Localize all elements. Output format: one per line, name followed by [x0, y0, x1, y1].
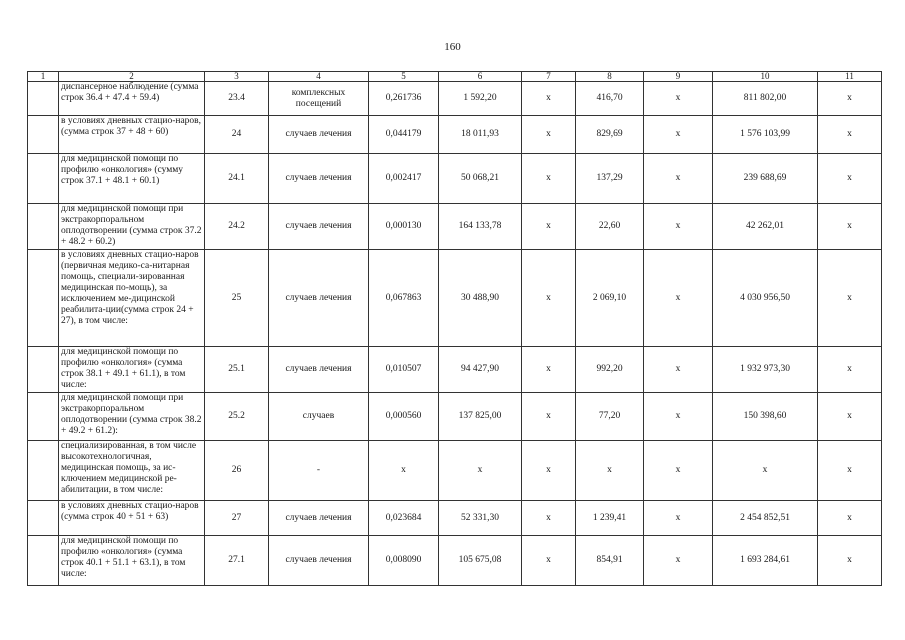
table-cell-col-5: 0,008090	[369, 536, 439, 586]
table-cell-col-10: 4 030 956,50	[713, 250, 818, 347]
table-cell-col-6: 164 133,78	[439, 204, 522, 250]
table-cell-col-6: 30 488,90	[439, 250, 522, 347]
table-cell-col-11: х	[818, 536, 882, 586]
table-cell-col-3: 25	[205, 250, 269, 347]
table-cell-col-7: х	[522, 441, 576, 501]
table-cell-col-1	[28, 250, 59, 347]
table-cell-col-10: 1 576 103,99	[713, 116, 818, 154]
table-cell-col-8: 137,29	[576, 154, 644, 204]
table-cell-col-4: случаев лечения	[269, 116, 369, 154]
table-cell-col-4: случаев лечения	[269, 536, 369, 586]
table-cell-col-11: х	[818, 393, 882, 441]
table-cell-col-3: 25.2	[205, 393, 269, 441]
table-cell-col-6: 1 592,20	[439, 82, 522, 116]
table-cell-col-10: 811 802,00	[713, 82, 818, 116]
table-cell-col-2: для медицинской помощи по профилю «онкология» (сумму строк 37.1 + 48.1 + 60.1)	[59, 154, 205, 204]
table-cell-col-1	[28, 441, 59, 501]
table-cell-col-2: в условиях дневных стацио-наров, (сумма строк 37 + 48 + 60)	[59, 116, 205, 154]
table-cell-col-2: для медицинской помощи при экстракорпоральном оплодотворении (сумма строк 38.2 + 49.2 + 61.2):	[59, 393, 205, 441]
column-header: 7	[522, 72, 576, 82]
column-header: 10	[713, 72, 818, 82]
table-cell-col-9: х	[644, 82, 713, 116]
table-cell-col-5: 0,261736	[369, 82, 439, 116]
table-cell-col-7: х	[522, 116, 576, 154]
table-cell-col-1	[28, 347, 59, 393]
table-cell-col-1	[28, 536, 59, 586]
table-cell-col-10: 2 454 852,51	[713, 501, 818, 536]
table-row	[28, 501, 882, 536]
table-cell-col-4: случаев лечения	[269, 501, 369, 536]
page-number: 160	[444, 41, 461, 53]
table-cell-col-4: случаев	[269, 393, 369, 441]
table-cell-col-2: для медицинской помощи по профилю «онкология» (сумма строк 40.1 + 51.1 + 63.1), в том числе:	[59, 536, 205, 586]
table-cell-col-5: х	[369, 441, 439, 501]
table-cell-col-3: 27	[205, 501, 269, 536]
table-cell-col-5: 0,000560	[369, 393, 439, 441]
table-cell-col-11: х	[818, 82, 882, 116]
table-cell-col-9: х	[644, 250, 713, 347]
column-header: 4	[269, 72, 369, 82]
table-cell-col-11: х	[818, 154, 882, 204]
table-row	[28, 116, 882, 154]
table-cell-col-11: х	[818, 116, 882, 154]
table-cell-col-7: х	[522, 204, 576, 250]
header-row	[28, 72, 882, 82]
table-cell-col-6: 18 011,93	[439, 116, 522, 154]
table-cell-col-1	[28, 116, 59, 154]
table-row	[28, 204, 882, 250]
table-cell-col-4: случаев лечения	[269, 204, 369, 250]
table-cell-col-8: 992,20	[576, 347, 644, 393]
table-cell-col-8: 2 069,10	[576, 250, 644, 347]
table-cell-col-4: случаев лечения	[269, 154, 369, 204]
table-row	[28, 441, 882, 501]
table-cell-col-10: х	[713, 441, 818, 501]
table-row	[28, 536, 882, 586]
column-header: 2	[59, 72, 205, 82]
table-cell-col-10: 150 398,60	[713, 393, 818, 441]
table-cell-col-8: 22,60	[576, 204, 644, 250]
table-cell-col-9: х	[644, 347, 713, 393]
table-cell-col-7: х	[522, 393, 576, 441]
table-cell-col-3: 25.1	[205, 347, 269, 393]
table-cell-col-4: комплексных посещений	[269, 82, 369, 116]
table-cell-col-3: 24.2	[205, 204, 269, 250]
table-cell-col-4: -	[269, 441, 369, 501]
table-cell-col-7: х	[522, 82, 576, 116]
table-cell-col-1	[28, 82, 59, 116]
data-table	[27, 71, 882, 586]
table-cell-col-1	[28, 204, 59, 250]
table-cell-col-2: специализированная, в том числе высокотехнологичная, медицинская помощь, за ис-ключением медицинской ре-абилитации, в том числе:	[59, 441, 205, 501]
table-cell-col-6: 137 825,00	[439, 393, 522, 441]
table-cell-col-2: диспансерное наблюдение (сумма строк 36.4 + 47.4 + 59.4)	[59, 82, 205, 116]
table-cell-col-11: х	[818, 250, 882, 347]
table-cell-col-3: 27.1	[205, 536, 269, 586]
table-cell-col-7: х	[522, 347, 576, 393]
column-header: 1	[28, 72, 59, 82]
table-cell-col-3: 24.1	[205, 154, 269, 204]
table-cell-col-8: х	[576, 441, 644, 501]
column-header: 3	[205, 72, 269, 82]
column-header: 9	[644, 72, 713, 82]
table-cell-col-9: х	[644, 116, 713, 154]
table-cell-col-4: случаев лечения	[269, 250, 369, 347]
table-cell-col-11: х	[818, 501, 882, 536]
table-cell-col-11: х	[818, 347, 882, 393]
table-cell-col-5: 0,023684	[369, 501, 439, 536]
table-cell-col-5: 0,000130	[369, 204, 439, 250]
table-cell-col-10: 1 693 284,61	[713, 536, 818, 586]
table-cell-col-9: х	[644, 204, 713, 250]
table-cell-col-5: 0,044179	[369, 116, 439, 154]
column-header: 5	[369, 72, 439, 82]
column-header: 11	[818, 72, 882, 82]
table-cell-col-2: в условиях дневных стацио-наров (сумма строк 40 + 51 + 63)	[59, 501, 205, 536]
table-cell-col-10: 1 932 973,30	[713, 347, 818, 393]
table-cell-col-1	[28, 501, 59, 536]
table-row	[28, 347, 882, 393]
table-cell-col-5: 0,002417	[369, 154, 439, 204]
table-cell-col-11: х	[818, 441, 882, 501]
table-cell-col-8: 416,70	[576, 82, 644, 116]
table-cell-col-4: случаев лечения	[269, 347, 369, 393]
table-cell-col-2: в условиях дневных стацио-наров (первичная медико-са-нитарная помощь, специали-зированная медицинская по-мощь), за исключением ме-дицинской реабилита-ции(сумма строк 24 + 27), в том числе:	[59, 250, 205, 347]
table-cell-col-8: 1 239,41	[576, 501, 644, 536]
table-cell-col-10: 239 688,69	[713, 154, 818, 204]
table-cell-col-3: 23.4	[205, 82, 269, 116]
table-cell-col-9: х	[644, 441, 713, 501]
table-cell-col-11: х	[818, 204, 882, 250]
table-cell-col-7: х	[522, 154, 576, 204]
table-cell-col-2: для медицинской помощи по профилю «онкология» (сумма строк 38.1 + 49.1 + 61.1), в том числе:	[59, 347, 205, 393]
table-row	[28, 154, 882, 204]
table-cell-col-8: 829,69	[576, 116, 644, 154]
table-cell-col-5: 0,010507	[369, 347, 439, 393]
table-cell-col-1	[28, 393, 59, 441]
column-header: 6	[439, 72, 522, 82]
column-header: 8	[576, 72, 644, 82]
table-cell-col-9: х	[644, 393, 713, 441]
table-cell-col-6: 50 068,21	[439, 154, 522, 204]
table-cell-col-8: 854,91	[576, 536, 644, 586]
table-cell-col-8: 77,20	[576, 393, 644, 441]
table-cell-col-6: 52 331,30	[439, 501, 522, 536]
table-cell-col-7: х	[522, 501, 576, 536]
table-cell-col-3: 24	[205, 116, 269, 154]
table-cell-col-6: 105 675,08	[439, 536, 522, 586]
table-cell-col-9: х	[644, 536, 713, 586]
table-cell-col-2: для медицинской помощи при экстракорпоральном оплодотворении (сумма строк 37.2 + 48.2 + 60.2)	[59, 204, 205, 250]
table-cell-col-7: х	[522, 250, 576, 347]
table-cell-col-9: х	[644, 154, 713, 204]
table-cell-col-5: 0,067863	[369, 250, 439, 347]
table-cell-col-7: х	[522, 536, 576, 586]
table-row	[28, 82, 882, 116]
table-row	[28, 250, 882, 347]
table-row	[28, 393, 882, 441]
table-cell-col-9: х	[644, 501, 713, 536]
table-cell-col-6: 94 427,90	[439, 347, 522, 393]
table-cell-col-10: 42 262,01	[713, 204, 818, 250]
table-cell-col-1	[28, 154, 59, 204]
table-cell-col-3: 26	[205, 441, 269, 501]
table-cell-col-6: х	[439, 441, 522, 501]
